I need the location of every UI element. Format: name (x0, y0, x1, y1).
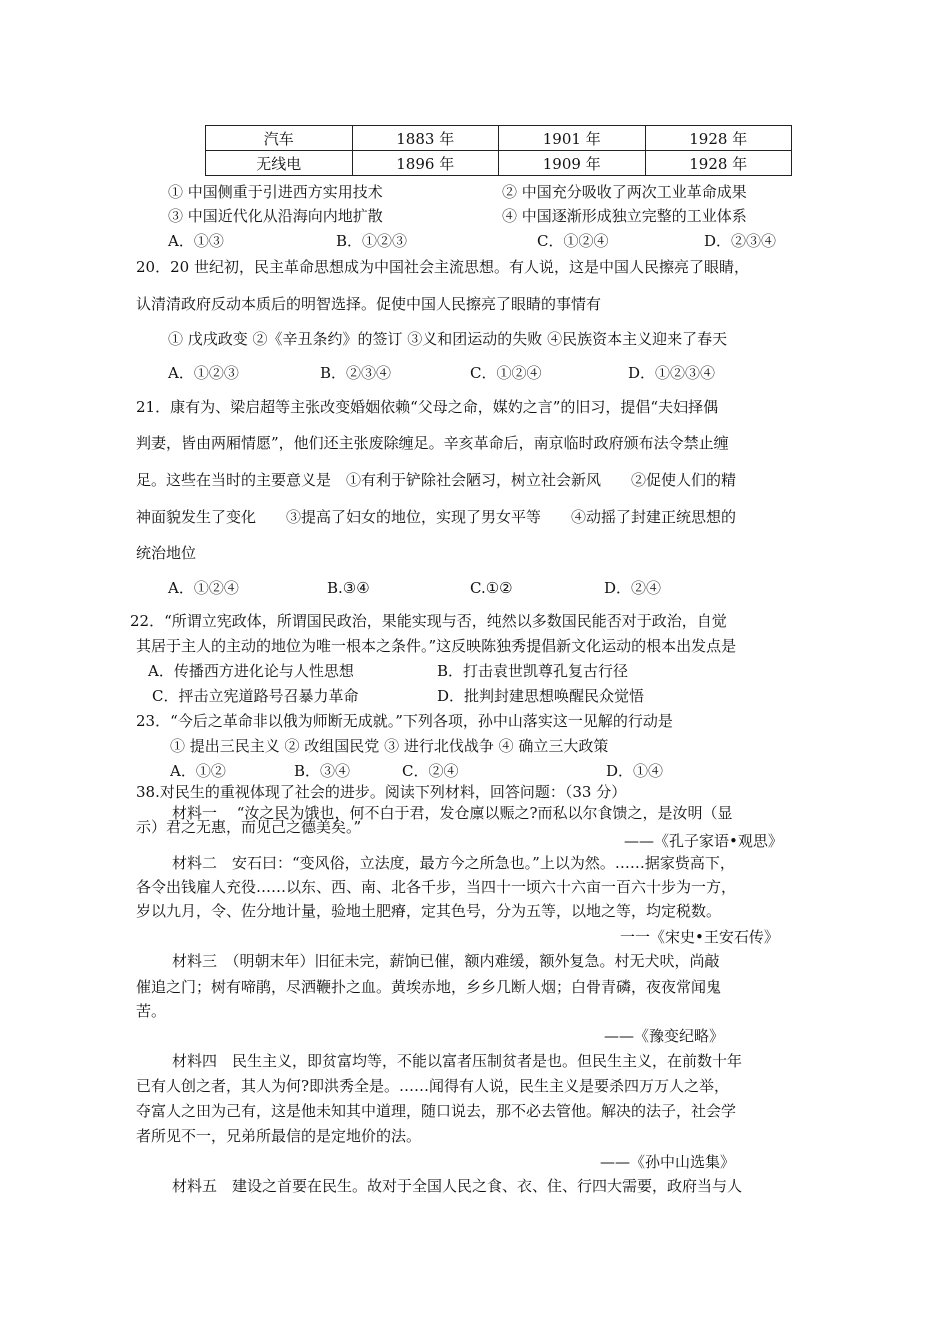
material-4-line-3: 夺富人之田为己有，这是他未知其中道理，随口说去，那不必去管他。解决的法子，社会学 (136, 1102, 737, 1120)
q21-stem-line-3: 足。这些在当时的主要意义是 ①有利于铲除社会陋习，树立社会新风 ②促使人们的精 (136, 471, 737, 489)
invention-table (205, 125, 792, 176)
q38-intro: 38.对民生的重视体现了社会的进步。阅读下列材料，回答问题：（33 分） (136, 783, 627, 801)
q21-stem-line-5: 统治地位 (136, 544, 197, 562)
q23-stem: 23．“今后之革命非以俄为师断无成就。”下列各项，孙中山落实这一见解的行动是 (136, 712, 673, 730)
q20-choice-a: A．①②③ (168, 364, 239, 382)
table-row (206, 126, 792, 151)
q21-choice-a: A．①②④ (168, 579, 239, 597)
q22-choice-b: B．打击袁世凯尊孔复古行径 (437, 662, 629, 680)
q19-choice-d: D．②③④ (704, 232, 777, 250)
material-4-line-1: 材料四 民生主义，即贫富均等，不能以富者压制贫者是也。但民生主义，在前数十年 (172, 1052, 743, 1070)
table-cell: 无线电 (206, 151, 353, 176)
material-3-source: ——《豫变纪略》 (604, 1027, 725, 1045)
q23-choice-b: B．③④ (294, 762, 351, 780)
material-2-line-2: 各令出钱雇人充役……以东、西、南、北各千步，当四十一顷六十六亩一百六十步为一方， (136, 878, 737, 896)
material-4-source: ——《孙中山选集》 (600, 1153, 736, 1171)
material-2-source: 一一《宋史•王安石传》 (620, 928, 779, 946)
material-3-line-1: 材料三 （明朝末年）旧征未完，薪饷已催，额内难缓，额外复急。村无犬吠，尚敲 (172, 952, 720, 970)
material-4-line-4: 者所见不一，兄弟所最信的是定地价的法。 (136, 1127, 422, 1145)
material-1-source: ——《孔子家语•观思》 (624, 832, 783, 850)
q19-choice-c: C．①②④ (537, 232, 609, 250)
q20-statements: ① 戊戌政变 ②《辛丑条约》的签订 ③义和团运动的失败 ④民族资本主义迎来了春天 (168, 330, 728, 348)
q23-choice-a: A．①② (170, 762, 226, 780)
q19-statement-2: ② 中国充分吸收了两次工业革命成果 (502, 183, 747, 201)
material-3-line-3: 苦。 (136, 1002, 167, 1020)
q19-statement-1: ① 中国侧重于引进西方实用技术 (168, 183, 383, 201)
table-cell: 1883 年 (352, 126, 499, 151)
table-cell: 1909 年 (499, 151, 646, 176)
q22-choice-c: C．抨击立宪道路号召暴力革命 (152, 687, 359, 705)
q20-choice-b: B．②③④ (320, 364, 392, 382)
material-1-line-2: 示）君之无惠，而见己之德美矣。” (136, 818, 362, 836)
q23-choice-c: C．②④ (402, 762, 459, 780)
q22-choice-a: A．传播西方进化论与人性思想 (148, 662, 354, 680)
q22-choice-d: D．批判封建思想唤醒民众觉悟 (437, 687, 645, 705)
material-2-line-1: 材料二 安石曰：“变风俗，立法度，最方今之所急也。”上以为然。……据家赀高下， (172, 854, 735, 872)
table-cell: 1928 年 (645, 126, 792, 151)
q21-stem-line-2: 判妻，皆由两厢情愿”，他们还主张废除缠足。辛亥革命后，南京临时政府颁布法令禁止缠 (136, 434, 729, 452)
q21-stem-line-1: 21．康有为、梁启超等主张改变婚姻依赖“父母之命，媒妁之言”的旧习，提倡“夫妇择偶 (136, 398, 719, 416)
q20-choice-d: D．①②③④ (628, 364, 716, 382)
q21-choice-d: D．②④ (604, 579, 662, 597)
material-4-line-2: 已有人创之者，其人为何?即洪秀全是。……闻得有人说，民生主义是要杀四万万人之举， (136, 1077, 730, 1095)
q23-choice-d: D．①④ (606, 762, 664, 780)
material-1-line-1: 材料一 “汝之民为饿也，何不白于君，发仓廪以赈之?而私以尔食馈之，是汝明（显 (172, 804, 733, 822)
q19-choice-b: B．①②③ (336, 232, 408, 250)
q19-statement-3: ③ 中国近代化从沿海向内地扩散 (168, 207, 383, 225)
q22-stem-line-2: 其居于主人的主动的地位为唯一根本之条件。”这反映陈独秀提倡新文化运动的根本出发点是 (136, 637, 737, 655)
q20-stem-line-1: 20．20 世纪初，民主革命思想成为中国社会主流思想。有人说，这是中国人民擦亮了眼睛， (136, 258, 749, 276)
table-cell: 汽车 (206, 126, 353, 151)
table-cell: 1896 年 (352, 151, 499, 176)
q20-choice-c: C．①②④ (470, 364, 542, 382)
q19-choice-a: A．①③ (168, 232, 224, 250)
table-cell: 1928 年 (645, 151, 792, 176)
q22-stem-line-1: 22．“所谓立宪政体，所谓国民政治，果能实现与否，纯然以多数国民能否对于政治，自觉 (130, 612, 727, 630)
q20-stem-line-2: 认清清政府反动本质后的明智选择。促使中国人民擦亮了眼睛的事情有 (136, 295, 602, 313)
table-cell: 1901 年 (499, 126, 646, 151)
q21-choice-b: B.③④ (327, 579, 370, 597)
q21-choice-c: C.①② (470, 579, 513, 597)
table-row (206, 151, 792, 176)
material-3-line-2: 催追之门；树有啼鹃，尽洒鞭扑之血。黄埃赤地，乡乡几断人烟；白骨青磷，夜夜常闻鬼 (136, 978, 722, 996)
material-5-line-1: 材料五 建设之首要在民生。故对于全国人民之食、衣、住、行四大需要，政府当与人 (172, 1177, 743, 1195)
q19-statement-4: ④ 中国逐渐形成独立完整的工业体系 (502, 207, 747, 225)
material-2-line-3: 岁以九月，令、佐分地计量，验地土肥瘠，定其色号，分为五等，以地之等，均定税数。 (136, 902, 722, 920)
q23-statements: ① 提出三民主义 ② 改组国民党 ③ 进行北伐战争 ④ 确立三大政策 (170, 737, 609, 755)
q21-stem-line-4: 神面貌发生了变化 ③提高了妇女的地位，实现了男女平等 ④动摇了封建正统思想的 (136, 508, 737, 526)
